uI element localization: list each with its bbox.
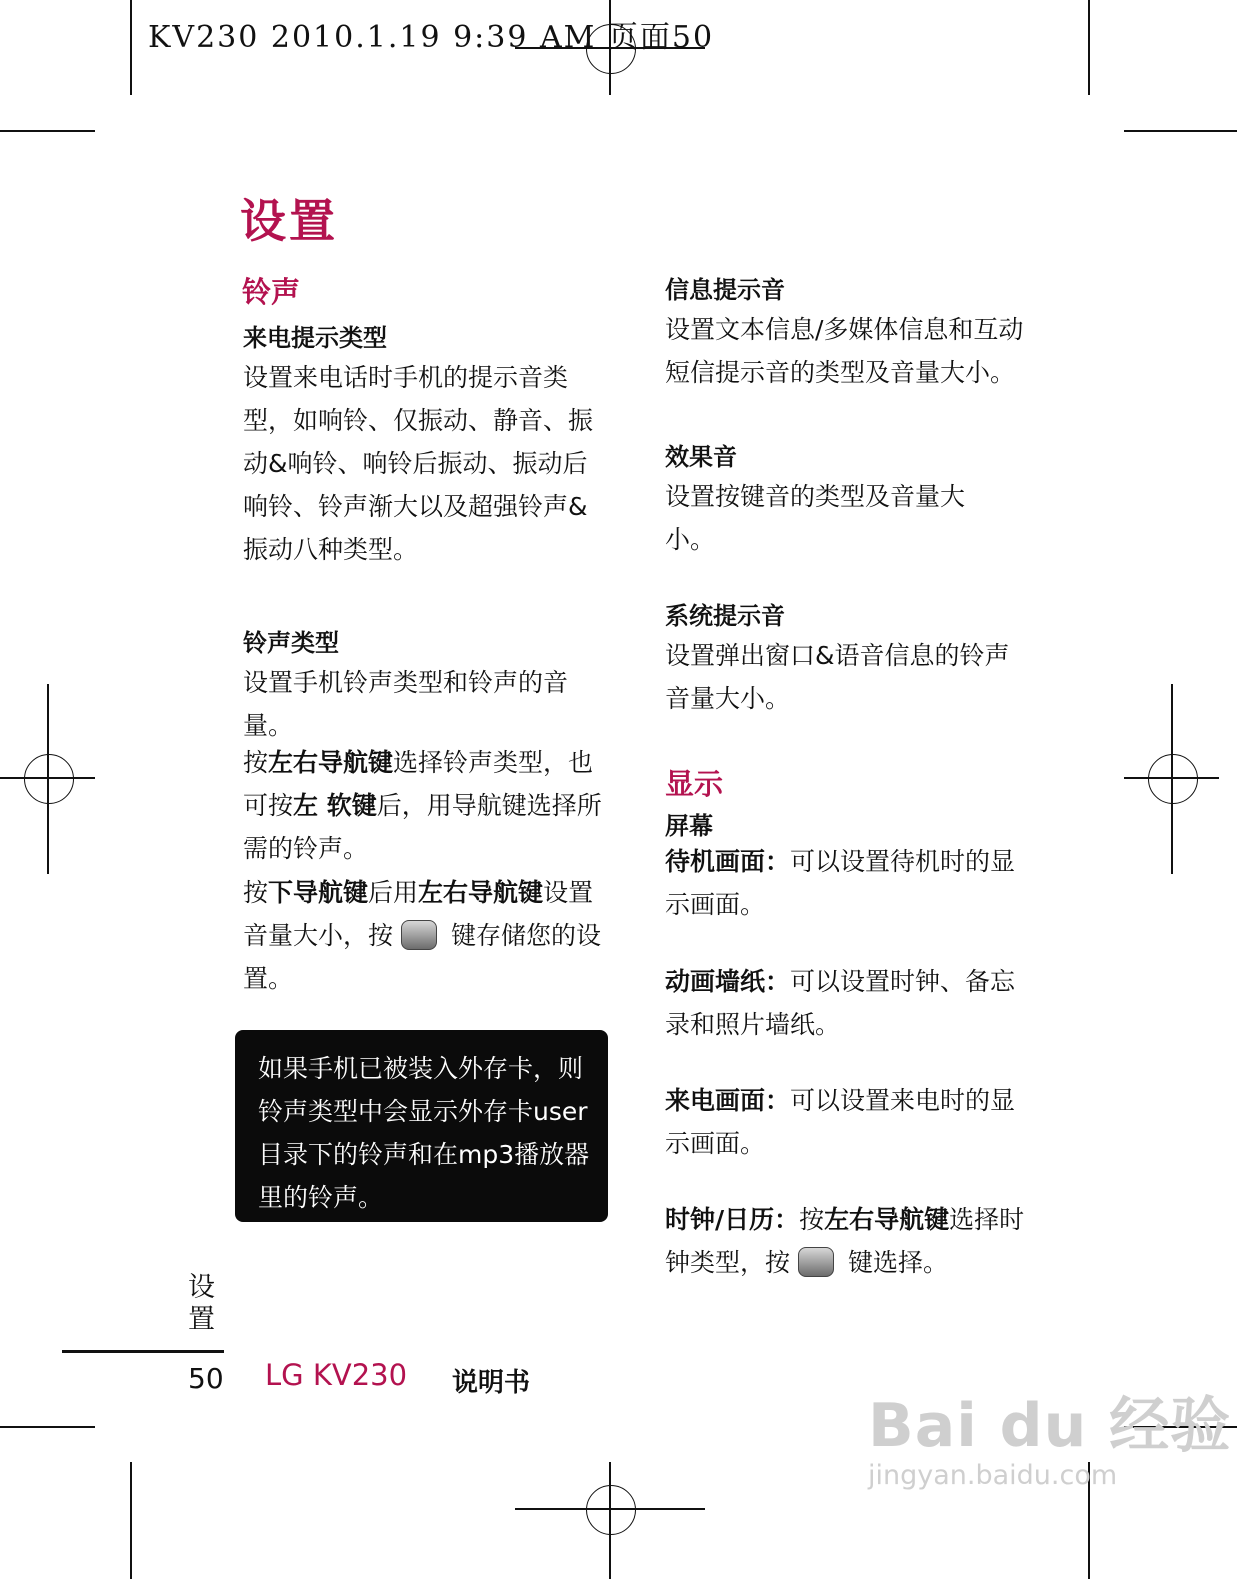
item-label: 来电画面： xyxy=(665,1086,791,1115)
note-text: 如果手机已被装入外存卡，则铃声类型中会显示外存卡user目录下的铃声和在mp3播放器里的铃声。 xyxy=(258,1054,590,1212)
item-label: 动画墙纸： xyxy=(665,967,791,996)
subheading-message-tone: 信息提示音 xyxy=(665,276,785,304)
standby-screen-item xyxy=(665,840,1027,926)
key-name-left-soft: 左 软键 xyxy=(293,791,377,820)
key-name-lr-nav: 左右导航键 xyxy=(418,878,544,907)
text: 键存储您的设置。 xyxy=(243,921,602,993)
key-name-lr-nav: 左右导航键 xyxy=(824,1205,950,1234)
item-text: 可以设置来电时的显示画面。 xyxy=(665,1086,1016,1158)
effect-sound-text: 设置按键音的类型及音量大小。 xyxy=(665,482,966,554)
footer-brand: LG KV230 xyxy=(265,1358,408,1392)
print-slug: KV230 2010.1.19 9:39 AM 页面50 xyxy=(148,20,715,55)
text: 选择时钟类型，按 xyxy=(665,1205,1025,1277)
crop-mark xyxy=(130,1462,132,1579)
system-tone-text: 设置弹出窗口&语音信息的铃声音量大小。 xyxy=(665,641,1010,713)
footer-manual-label: 说明书 xyxy=(452,1368,531,1398)
animated-wallpaper-item xyxy=(665,960,1027,1046)
ringtone-type-text: 设置手机铃声类型和铃声的音量。 xyxy=(243,668,569,740)
registration-circle xyxy=(1148,754,1198,804)
ok-key-icon xyxy=(401,920,437,950)
page-number: 50 xyxy=(188,1362,224,1395)
text: 后，用导航键选择所需的铃声。 xyxy=(243,791,602,863)
text: 按 xyxy=(799,1205,825,1234)
subheading-effect-sound: 效果音 xyxy=(665,443,737,471)
subheading-system-tone: 系统提示音 xyxy=(665,602,785,630)
side-tab-label: 设置 xyxy=(188,1272,215,1335)
key-name-down-nav: 下导航键 xyxy=(268,878,369,907)
item-text: 可以设置时钟、备忘录和照片墙纸。 xyxy=(665,967,1016,1039)
section-heading-ringtone: 铃声 xyxy=(242,275,301,309)
message-tone-text: 设置文本信息/多媒体信息和互动短信提示音的类型及音量大小。 xyxy=(665,315,1024,387)
text: 设置音量大小，按 xyxy=(243,878,594,950)
text: 按 xyxy=(243,748,269,777)
page-title: 设置 xyxy=(240,194,338,248)
registration-circle xyxy=(586,1485,636,1535)
crop-mark xyxy=(0,1426,95,1428)
section-heading-display: 显示 xyxy=(665,767,724,801)
item-label: 待机画面： xyxy=(665,847,791,876)
subheading-screen: 屏幕 xyxy=(665,812,713,840)
ringtone-select-instructions xyxy=(243,741,611,870)
footer-rule xyxy=(62,1350,224,1353)
incoming-call-screen-item xyxy=(665,1079,1027,1165)
text: 按 xyxy=(243,878,269,907)
incoming-alert-type-text: 设置来电话时手机的提示音类型，如响铃、仅振动、静音、振动&响铃、响铃后振动、振动后响铃、铃声渐大以及超强铃声&振动八种类型。 xyxy=(243,363,594,564)
watermark-logo: Bai du 经验 xyxy=(868,1391,1232,1461)
text: 键选择。 xyxy=(848,1248,949,1277)
key-name-lr-nav: 左右导航键 xyxy=(268,748,394,777)
subheading-ringtone-type: 铃声类型 xyxy=(243,629,339,657)
text: 后用 xyxy=(368,878,419,907)
text: 选择铃声类型，也可按 xyxy=(243,748,594,820)
item-label: 时钟/日历： xyxy=(665,1205,800,1234)
watermark-url: jingyan.baidu.com xyxy=(868,1460,1118,1491)
subheading-incoming-alert-type: 来电提示类型 xyxy=(243,324,387,352)
watermark xyxy=(868,1378,1231,1491)
clock-calendar-item xyxy=(665,1198,1027,1284)
volume-instructions xyxy=(243,871,611,1000)
ok-key-icon xyxy=(798,1247,834,1277)
item-text: 可以设置待机时的显示画面。 xyxy=(665,847,1016,919)
crop-mark xyxy=(130,0,132,95)
crop-mark xyxy=(1088,0,1090,95)
crop-mark xyxy=(0,130,95,132)
crop-mark xyxy=(1124,130,1237,132)
registration-circle xyxy=(24,754,74,804)
